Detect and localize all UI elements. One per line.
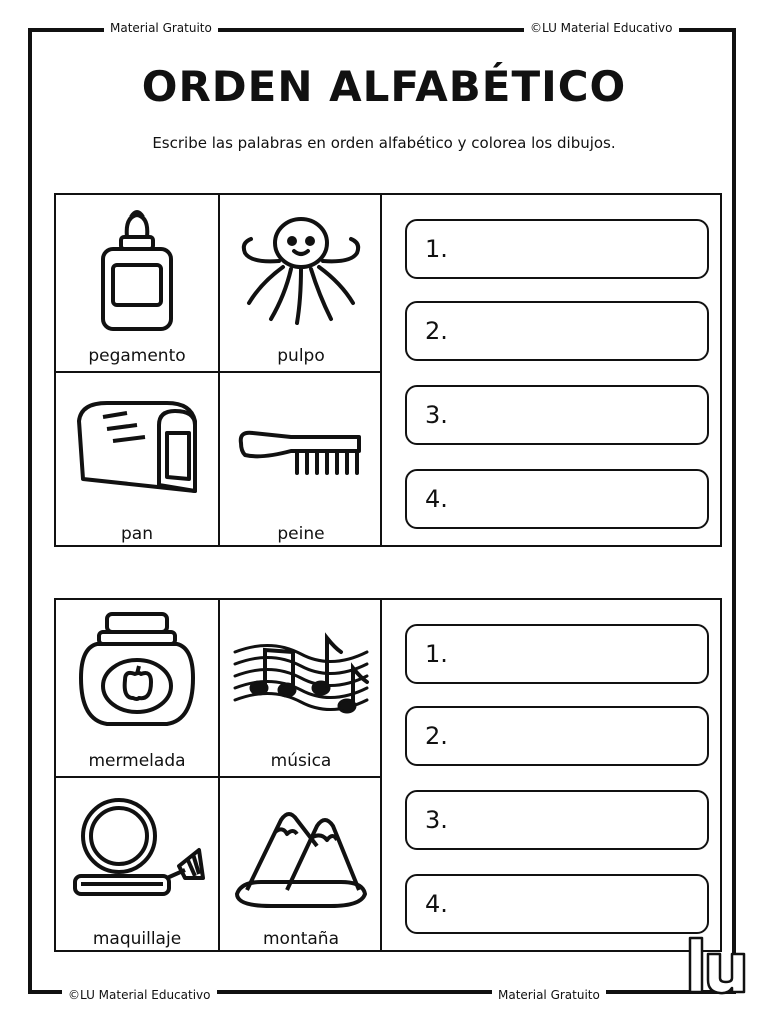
word-label: peine	[277, 524, 325, 544]
answer-number: 1.	[425, 235, 448, 263]
word-card	[56, 195, 218, 371]
jam-jar-icon	[67, 608, 207, 738]
answer-box-4[interactable]	[405, 469, 709, 529]
word-label: montaña	[262, 929, 339, 949]
word-label: maquillaje	[92, 929, 182, 949]
answer-box-3[interactable]	[405, 385, 709, 445]
word-label: pegamento	[88, 346, 186, 366]
answer-box-1[interactable]	[405, 624, 709, 684]
word-label: pulpo	[277, 346, 325, 366]
answer-box-2[interactable]	[405, 301, 709, 361]
answer-number: 4.	[425, 485, 448, 513]
answer-number: 1.	[425, 640, 448, 668]
answer-box-4[interactable]	[405, 874, 709, 934]
word-card	[56, 778, 218, 954]
answer-number: 3.	[425, 401, 448, 429]
word-card	[220, 600, 382, 776]
footer-bottom-left: ©LU Material Educativo	[62, 987, 217, 1003]
header-top-left: Material Gratuito	[104, 20, 218, 36]
word-card	[220, 373, 382, 549]
comb-icon	[231, 381, 371, 511]
word-card	[56, 600, 218, 776]
glue-bottle-icon	[67, 203, 207, 333]
answer-box-2[interactable]	[405, 706, 709, 766]
answer-number: 2.	[425, 722, 448, 750]
exercise-section-1	[54, 193, 722, 547]
word-card	[220, 778, 382, 954]
answer-number: 3.	[425, 806, 448, 834]
header-top-right: ©LU Material Educativo	[524, 20, 679, 36]
octopus-icon	[231, 203, 371, 333]
instructions: Escribe las palabras en orden alfabético y colorea los dibujos.	[152, 134, 616, 152]
lu-logo	[686, 936, 750, 996]
answer-number: 4.	[425, 890, 448, 918]
footer-bottom-right: Material Gratuito	[492, 987, 606, 1003]
page-title: ORDEN ALFABÉTICO	[141, 62, 627, 111]
word-label: música	[270, 751, 332, 771]
mountain-icon	[231, 786, 371, 916]
word-label: pan	[121, 524, 153, 544]
word-card	[56, 373, 218, 549]
answer-number: 2.	[425, 317, 448, 345]
answer-box-1[interactable]	[405, 219, 709, 279]
music-notes-icon	[231, 608, 371, 738]
compact-brush-icon	[67, 786, 207, 916]
word-label: mermelada	[88, 751, 186, 771]
word-card	[220, 195, 382, 371]
exercise-section-2	[54, 598, 722, 952]
bread-loaf-icon	[67, 381, 207, 511]
answer-box-3[interactable]	[405, 790, 709, 850]
